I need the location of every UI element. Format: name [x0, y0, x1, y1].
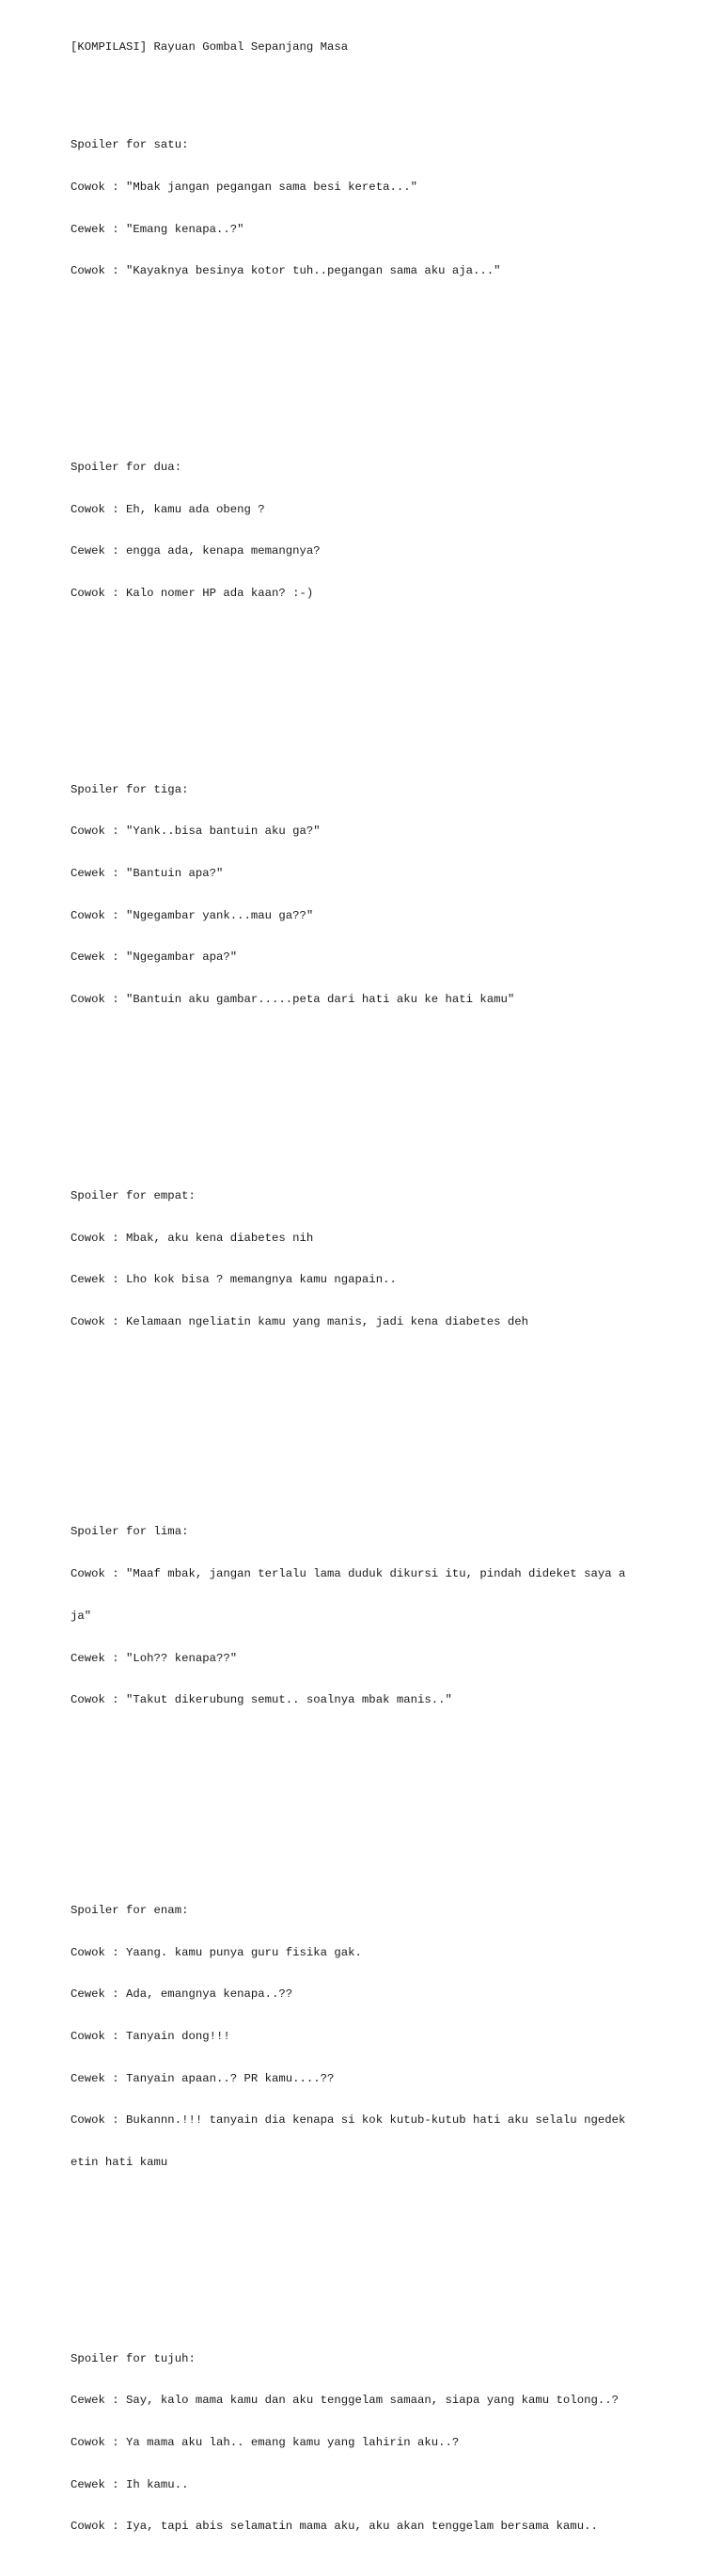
dialogue-line: etin hati kamu	[71, 2156, 168, 2170]
section-heading: Spoiler for lima:	[71, 1525, 189, 1539]
dialogue-line: Cewek : "Loh?? kenapa??"	[71, 1651, 238, 1665]
section-spacer	[71, 335, 672, 377]
section-empat	[71, 1161, 672, 1358]
dialogue-line: Cewek : "Emang kenapa..?"	[71, 222, 244, 236]
dialogue-line: Cowok : "Ngegambar yank...mau ga??"	[71, 908, 314, 922]
section-spacer	[71, 657, 672, 699]
dialogue-line: Cowok : Kalo nomer HP ada kaan? :-)	[71, 587, 314, 600]
dialogue-line: Cowok : Tanyain dong!!!	[71, 2029, 230, 2043]
dialogue-line: Cewek : engga ada, kenapa memangnya?	[71, 544, 321, 558]
dialogue-line: Cowok : "Yank..bisa bantuin aku ga?"	[71, 825, 321, 839]
dialogue-line: Cowok : "Maaf mbak, jangan terlalu lama duduk dikursi itu, pindah dideket saya a	[71, 1567, 626, 1581]
section-heading: Spoiler for enam:	[71, 1903, 189, 1917]
dialogue-line: Cowok : Ya mama aku lah.. emang kamu yang lahirin aku..?	[71, 2436, 460, 2450]
dialogue-line: Cewek : Say, kalo mama kamu dan aku tenggelam samaan, siapa yang kamu tolong..?	[71, 2394, 619, 2408]
dialogue-line: Cewek : "Ngegambar apa?"	[71, 950, 238, 965]
section-heading: Spoiler for tiga:	[71, 782, 189, 796]
section-enam	[71, 1876, 672, 2198]
dialogue-line: ja"	[71, 1609, 92, 1623]
section-heading: Spoiler for dua:	[71, 460, 182, 474]
section-heading: Spoiler for empat:	[71, 1188, 196, 1202]
section-heading: Spoiler for satu:	[71, 138, 189, 152]
dialogue-line: Cowok : "Bantuin aku gambar.....peta dari hati aku ke hati kamu"	[71, 993, 515, 1007]
dialogue-line: Cowok : "Mbak jangan pegangan sama besi kereta..."	[71, 180, 417, 194]
dialogue-line: Cowok : Mbak, aku kena diabetes nih	[71, 1231, 314, 1245]
document-page	[71, 12, 672, 2576]
section-spacer	[71, 1385, 672, 1441]
section-dua	[71, 432, 672, 629]
dialogue-line: Cowok : Yaang. kamu punya guru fisika gak.	[71, 1945, 362, 1959]
section-heading: Spoiler for tujuh:	[71, 2351, 196, 2365]
dialogue-line: Cowok : Iya, tapi abis selamatin mama aku, aku akan tenggelam bersama kamu..	[71, 2520, 598, 2534]
dialogue-line: Cewek : "Bantuin apa?"	[71, 867, 224, 881]
document-title: [KOMPILASI] Rayuan Gombal Sepanjang Masa	[71, 39, 349, 54]
section-tujuh	[71, 2324, 672, 2562]
section-tiga	[71, 755, 672, 1035]
section-satu	[71, 110, 672, 306]
dialogue-line: Cowok : "Kayaknya besinya kotor tuh..pegangan sama aku aja..."	[71, 264, 501, 278]
dialogue-line: Cowok : Eh, kamu ada obeng ?	[71, 502, 265, 516]
dialogue-line: Cewek : Tanyain apaan..? PR kamu....??	[71, 2071, 335, 2085]
dialogue-line: Cewek : Lho kok bisa ? memangnya kamu ngapain..	[71, 1273, 397, 1287]
dialogue-line: Cewek : Ada, emangnya kenapa..??	[71, 1987, 293, 2002]
dialogue-line: Cewek : Ih kamu..	[71, 2477, 189, 2491]
section-lima	[71, 1498, 672, 1736]
dialogue-line: Cowok : Kelamaan ngeliatin kamu yang manis, jadi kena diabetes deh	[71, 1314, 529, 1328]
dialogue-line: Cowok : "Takut dikerubung semut.. soalnya mbak manis.."	[71, 1693, 452, 1707]
section-spacer	[71, 1063, 672, 1106]
section-spacer	[71, 2226, 672, 2269]
section-spacer	[71, 1764, 672, 1820]
dialogue-line: Cowok : Bukannn.!!! tanyain dia kenapa si kok kutub-kutub hati aku selalu ngedek	[71, 2113, 626, 2128]
